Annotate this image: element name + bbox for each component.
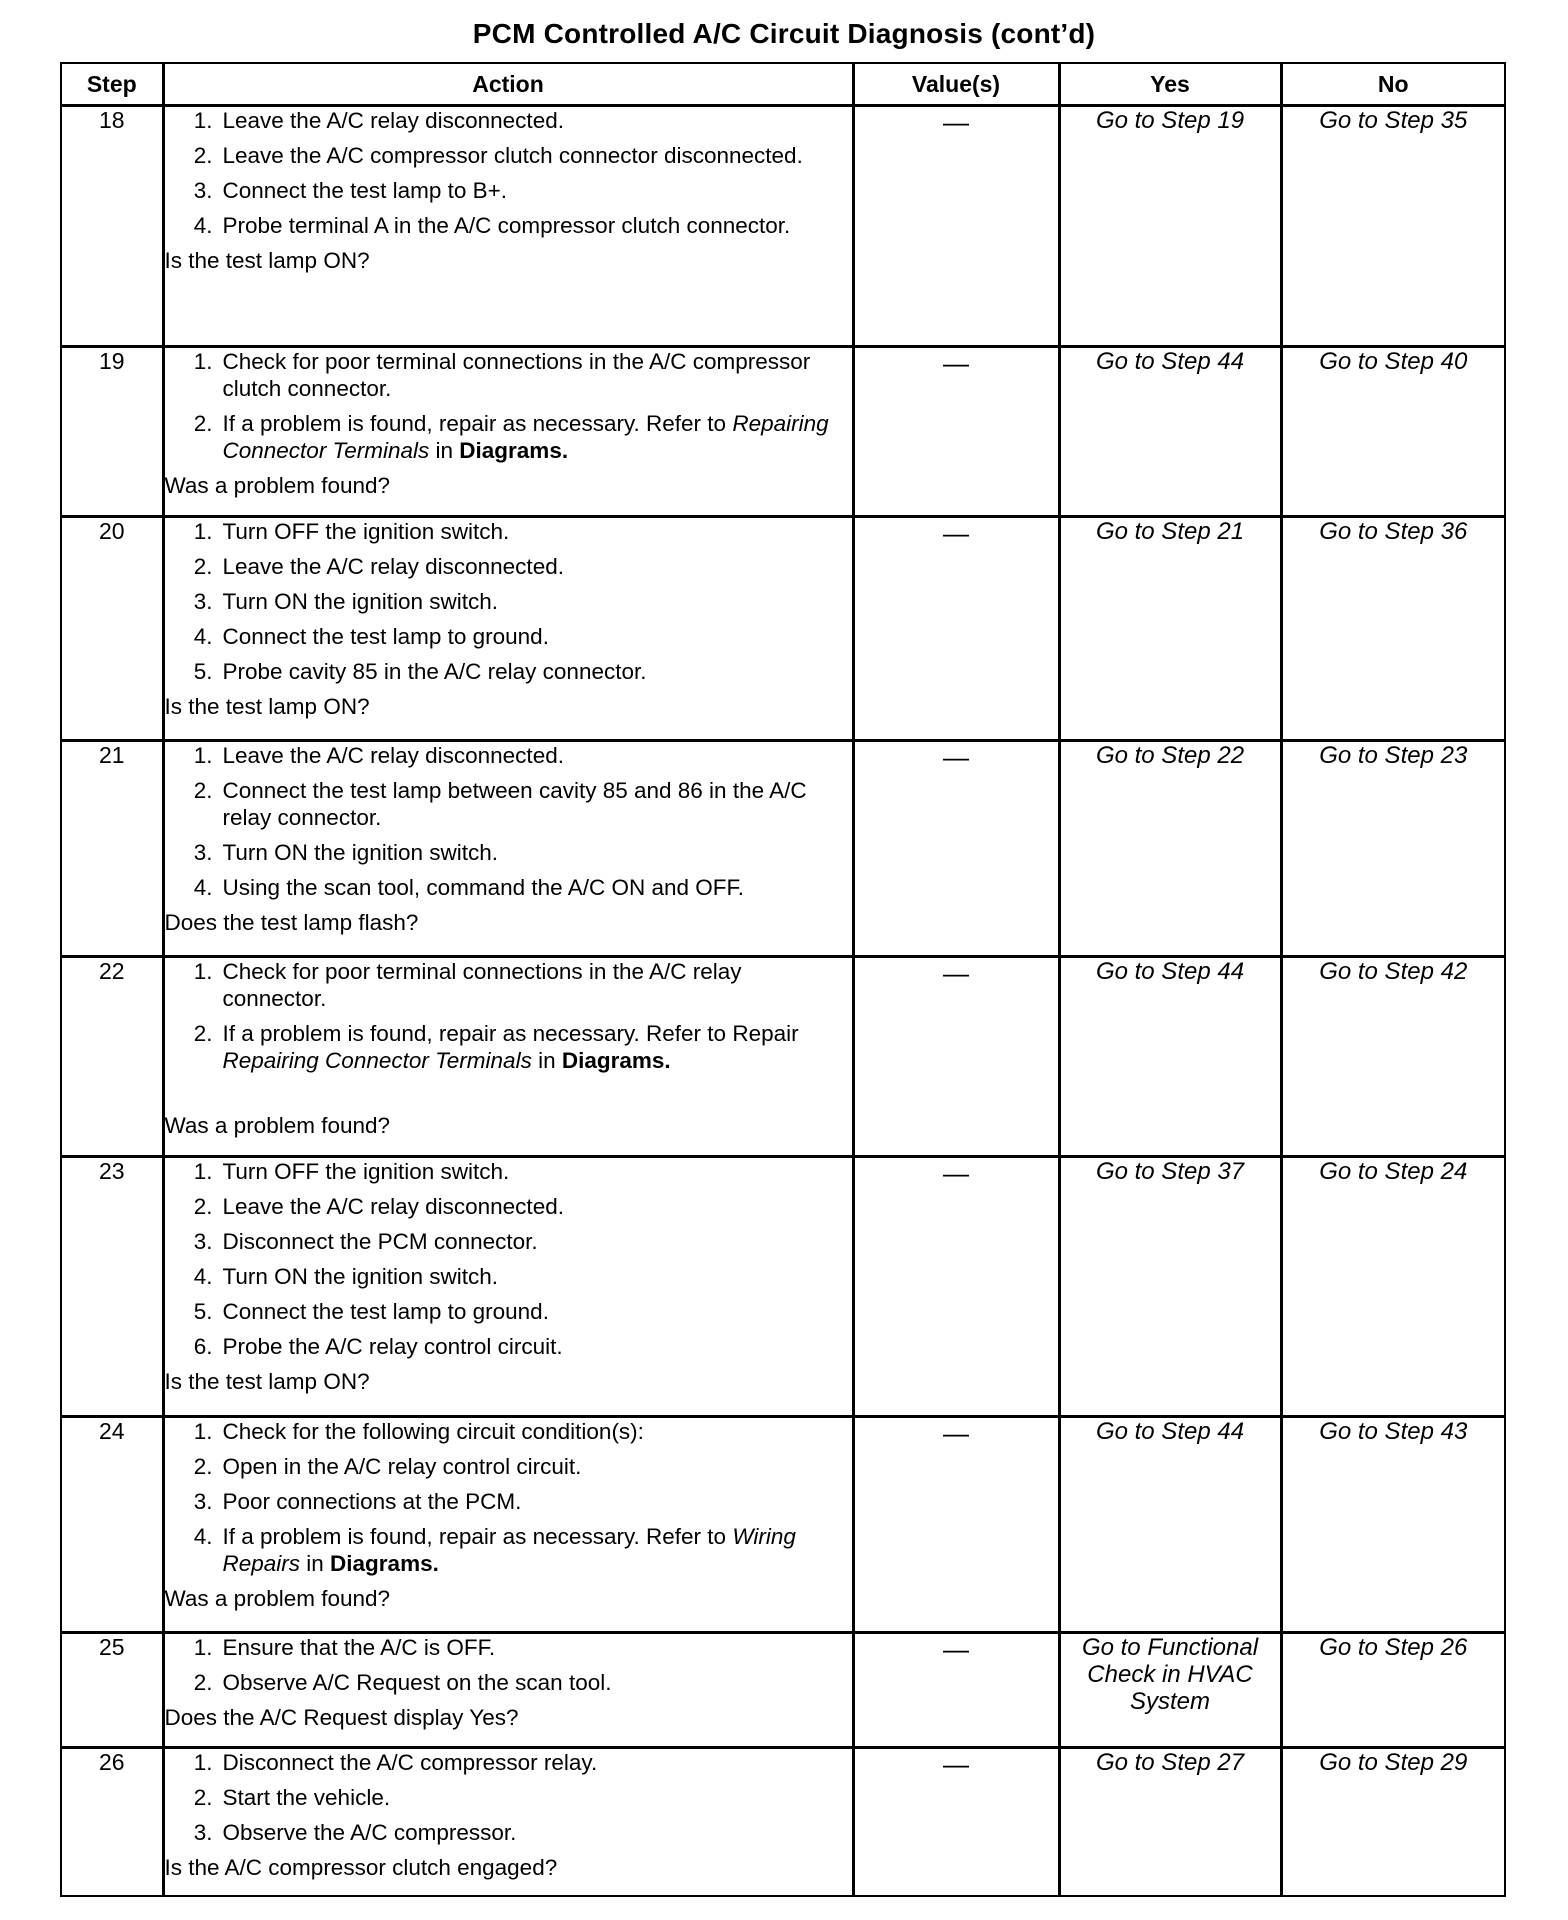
action-item: 4. Turn ON the ignition switch.: [193, 1264, 499, 1289]
yes-cell: Go to Step 44: [1059, 957, 1281, 1157]
action-item: 5. Connect the test lamp to ground.: [193, 1299, 549, 1324]
no-cell: Go to Step 23: [1281, 741, 1505, 957]
no-cell: Go to Step 35: [1281, 106, 1505, 347]
header-yes: Yes: [1059, 63, 1281, 106]
action-cell: [163, 1633, 853, 1748]
value-cell: —: [853, 1748, 1059, 1896]
header-row: [61, 63, 1505, 106]
yes-cell: Go to Step 44: [1059, 347, 1281, 517]
header-no: No: [1281, 63, 1505, 106]
value-cell: —: [853, 1157, 1059, 1417]
action-item: 2. Observe A/C Request on the scan tool.: [193, 1670, 612, 1695]
table-row: [61, 106, 1505, 347]
question: Is the test lamp ON?: [164, 248, 370, 273]
table-row: [61, 741, 1505, 957]
question: Is the test lamp ON?: [164, 1369, 370, 1394]
value-cell: —: [853, 1417, 1059, 1633]
table-row: [61, 1748, 1505, 1896]
action-item: 1. Disconnect the A/C compressor relay.: [193, 1750, 598, 1775]
diagnosis-table: [60, 62, 1506, 1897]
header-step: Step: [61, 63, 163, 106]
action-item: 1. Turn OFF the ignition switch.: [193, 1159, 510, 1184]
page-title: PCM Controlled A/C Circuit Diagnosis (cont’d): [472, 18, 1096, 49]
question: Was a problem found?: [164, 473, 391, 498]
action-item: 3. Turn ON the ignition switch.: [193, 840, 499, 865]
action-item: 5. Probe cavity 85 in the A/C relay connector.: [193, 659, 647, 684]
action-item: 1. Turn OFF the ignition switch.: [193, 519, 510, 544]
step-number: 20: [61, 517, 163, 741]
no-cell: Go to Step 42: [1281, 957, 1505, 1157]
yes-cell: Go to Step 22: [1059, 741, 1281, 957]
action-item: 1. Check for the following circuit condition(s):: [193, 1419, 644, 1444]
yes-cell: Go to Step 19: [1059, 106, 1281, 347]
no-cell: Go to Step 24: [1281, 1157, 1505, 1417]
action-cell: [163, 957, 853, 1157]
value-cell: —: [853, 517, 1059, 741]
action-cell: [163, 1157, 853, 1417]
action-item: 3. Observe the A/C compressor.: [193, 1820, 517, 1845]
action-item: 2. Open in the A/C relay control circuit.: [193, 1454, 582, 1479]
no-cell: Go to Step 40: [1281, 347, 1505, 517]
action-item: 4. Connect the test lamp to ground.: [193, 624, 549, 649]
yes-cell: Go to Step 27: [1059, 1748, 1281, 1896]
yes-cell: Go to Step 44: [1059, 1417, 1281, 1633]
question: Is the A/C compressor clutch engaged?: [164, 1855, 558, 1880]
action-item: 6. Probe the A/C relay control circuit.: [193, 1334, 563, 1359]
no-cell: Go to Step 29: [1281, 1748, 1505, 1896]
yes-cell: Go to Functional Check in HVAC System: [1059, 1633, 1281, 1748]
value-cell: —: [853, 957, 1059, 1157]
header-value: Value(s): [853, 63, 1059, 106]
no-cell: Go to Step 36: [1281, 517, 1505, 741]
action-item: 3. Poor connections at the PCM.: [193, 1489, 522, 1514]
step-number: 18: [61, 106, 163, 347]
action-cell: [163, 106, 853, 347]
value-cell: —: [853, 741, 1059, 957]
action-item: 1. Leave the A/C relay disconnected.: [193, 108, 564, 133]
table-row: [61, 1633, 1505, 1748]
action-item: 1. Ensure that the A/C is OFF.: [193, 1635, 496, 1660]
value-cell: —: [853, 347, 1059, 517]
action-item: 2. Leave the A/C compressor clutch connector disconnected.: [193, 143, 803, 168]
action-item: 1. Leave the A/C relay disconnected.: [193, 743, 564, 768]
question: Does the A/C Request display Yes?: [164, 1705, 519, 1730]
header-action: Action: [163, 63, 853, 106]
question: Was a problem found?: [164, 1586, 391, 1611]
step-number: 19: [61, 347, 163, 517]
action-item: 2. Leave the A/C relay disconnected.: [193, 554, 564, 579]
action-item: 2. If a problem is found, repair as necessary. Refer to Repair Repairing Connector Terminals in Diagrams.: [193, 1021, 799, 1073]
action-item: 2. Connect the test lamp between cavity 85 and 86 in the A/C relay connector.: [193, 778, 807, 830]
no-cell: Go to Step 43: [1281, 1417, 1505, 1633]
action-cell: [163, 741, 853, 957]
action-cell: [163, 1748, 853, 1896]
step-number: 24: [61, 1417, 163, 1633]
action-cell: [163, 1417, 853, 1633]
action-item: 2. If a problem is found, repair as necessary. Refer to Repairing Connector Terminals in Diagrams.: [193, 411, 829, 463]
action-cell: [163, 517, 853, 741]
question: Does the test lamp flash?: [164, 910, 419, 935]
step-number: 26: [61, 1748, 163, 1896]
action-cell: [163, 347, 853, 517]
action-item: 4. Using the scan tool, command the A/C ON and OFF.: [193, 875, 744, 900]
no-cell: Go to Step 26: [1281, 1633, 1505, 1748]
table-row: [61, 1157, 1505, 1417]
table-row: [61, 347, 1505, 517]
action-item: 3. Connect the test lamp to B+.: [193, 178, 508, 203]
action-item: 3. Disconnect the PCM connector.: [193, 1229, 538, 1254]
step-number: 25: [61, 1633, 163, 1748]
step-number: 22: [61, 957, 163, 1157]
value-cell: —: [853, 106, 1059, 347]
action-item: 1. Check for poor terminal connections in the A/C compressor clutch connector.: [193, 349, 811, 401]
action-item: 2. Leave the A/C relay disconnected.: [193, 1194, 564, 1219]
action-item: 4. If a problem is found, repair as necessary. Refer to Wiring Repairs in Diagrams.: [193, 1524, 796, 1576]
value-cell: —: [853, 1633, 1059, 1748]
table-row: [61, 517, 1505, 741]
step-number: 21: [61, 741, 163, 957]
step-number: 23: [61, 1157, 163, 1417]
yes-cell: Go to Step 37: [1059, 1157, 1281, 1417]
action-item: 4. Probe terminal A in the A/C compressor clutch connector.: [193, 213, 791, 238]
table-row: [61, 957, 1505, 1157]
action-item: 1. Check for poor terminal connections in the A/C relay connector.: [193, 959, 742, 1011]
table-row: [61, 1417, 1505, 1633]
question: Was a problem found?: [164, 1113, 391, 1138]
action-item: 3. Turn ON the ignition switch.: [193, 589, 499, 614]
action-item: 2. Start the vehicle.: [193, 1785, 391, 1810]
question: Is the test lamp ON?: [164, 694, 370, 719]
yes-cell: Go to Step 21: [1059, 517, 1281, 741]
